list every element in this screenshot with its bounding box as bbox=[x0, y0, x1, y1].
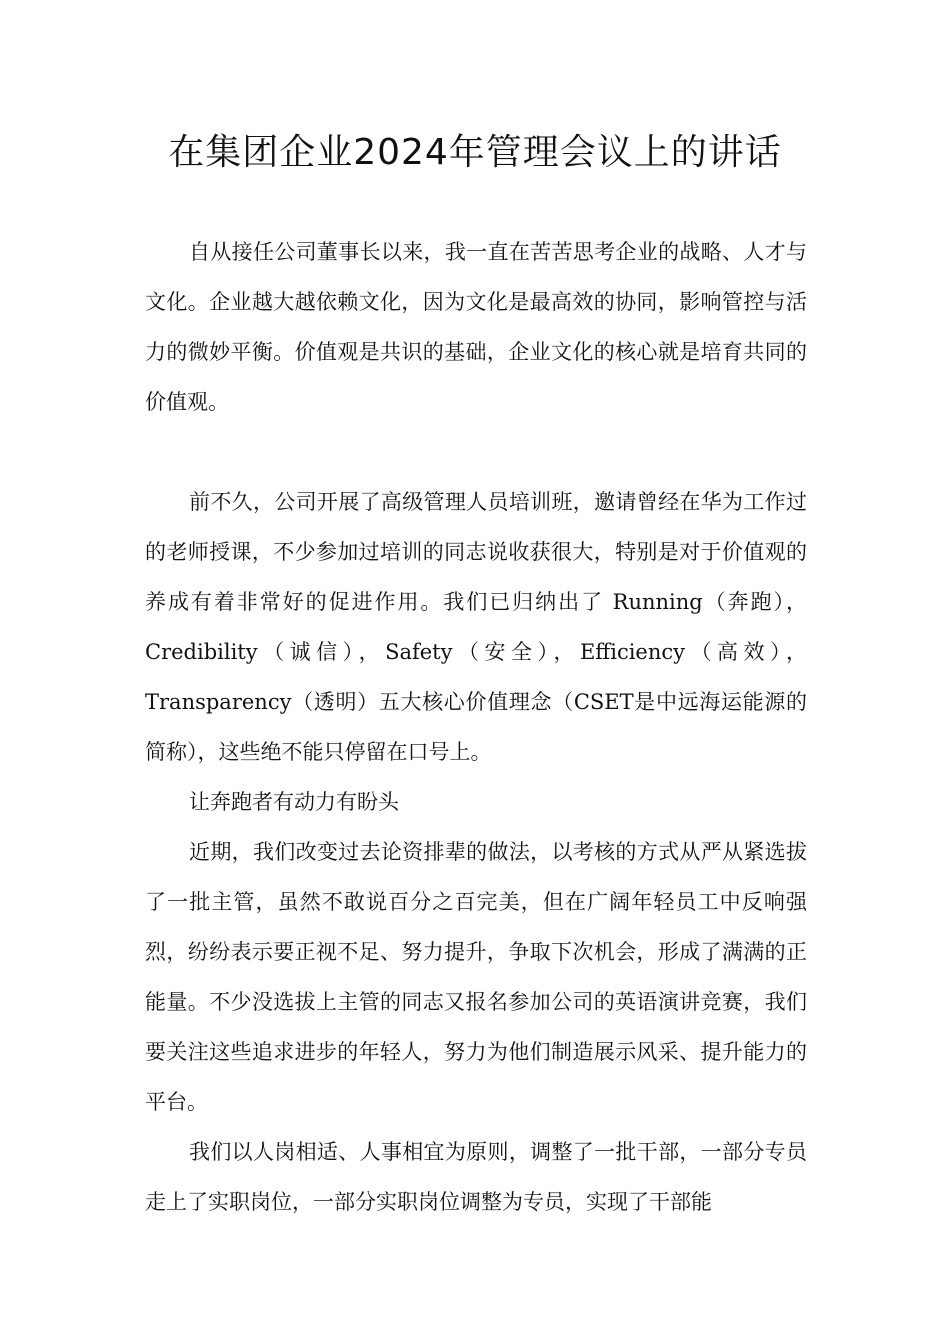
paragraph: 近期，我们改变过去论资排辈的做法，以考核的方式从严从紧选拔了一批主管，虽然不敢说百分之百完美，但在广阔年轻员工中反响强烈，纷纷表示要正视不足、努力提升，争取下次机会，形成了满满的正能量。不少没选拔上主管的同志又报名参加公司的英语演讲竞赛，我们要关注这些追求进步的年轻人，努力为他们制造展示风采、提升能力的平台。 bbox=[145, 840, 807, 1114]
document-title: 在集团企业2024年管理会议上的讲话 bbox=[168, 132, 782, 173]
section-intro bbox=[145, 227, 807, 427]
paragraph: 前不久，公司开展了高级管理人员培训班，邀请曾经在华为工作过的老师授课，不少参加过培训的同志说收获很大，特别是对于价值观的养成有着非常好的促进作用。我们已归纳出了 Running（奔跑），Credibility（诚信），Safety（安全），Efficiency（高效），Transparency（透明）五大核心价值理念（CSET是中远海运能源的简称），这些绝不能只停留在口号上。 bbox=[145, 490, 807, 764]
paragraph: 我们以人岗相适、人事相宜为原则，调整了一批干部，一部分专员走上了实职岗位，一部分实职岗位调整为专员，实现了干部能 bbox=[145, 1140, 807, 1214]
subheading: 让奔跑者有动力有盼头 bbox=[189, 790, 399, 814]
paragraph: 自从接任公司董事长以来，我一直在苦苦思考企业的战略、人才与文化。企业越大越依赖文化，因为文化是最高效的协同，影响管控与活力的微妙平衡。价值观是共识的基础，企业文化的核心就是培育共同的价值观。 bbox=[145, 240, 807, 414]
section-training bbox=[145, 477, 807, 1227]
